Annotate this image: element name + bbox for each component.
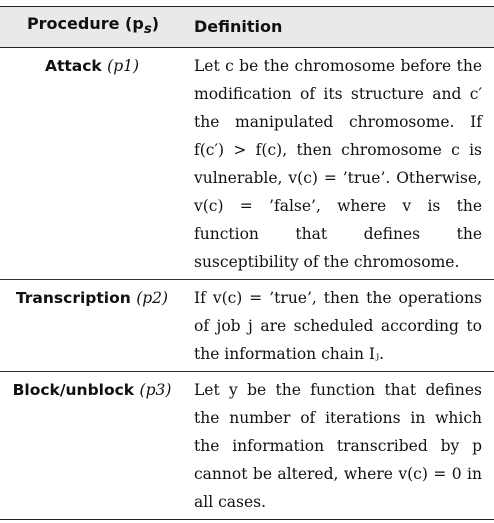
header-procedure-sub: s — [143, 22, 152, 38]
procedure-definition-table — [0, 6, 494, 520]
procedure-symbol: (p3) — [139, 381, 172, 400]
header-definition: Definition — [184, 7, 494, 48]
procedure-cell — [0, 48, 184, 280]
table-row — [0, 280, 494, 372]
definition-cell: Let c be the chromosome before the modification of its structure and c′ the manipulated chromosome. If f(c′) > f(c), then chromosome c is vulnerable, v(c) = ’true’. Otherwise, v(c) = ’false’, where v is the function that defines the susceptibility of the chromosome. — [184, 48, 494, 280]
definition-cell: If v(c) = ’true’, then the operations of job j are scheduled according to the information chain Iⱼ. — [184, 280, 494, 372]
header-procedure — [0, 7, 184, 48]
table-header-row — [0, 7, 494, 48]
header-procedure-label: Procedure (p — [26, 14, 144, 33]
procedure-cell — [0, 372, 184, 520]
procedure-name: Transcription — [15, 289, 131, 308]
header-procedure-close: ) — [151, 14, 160, 33]
table-row — [0, 372, 494, 520]
table-row — [0, 48, 494, 280]
procedure-symbol: (p2) — [136, 289, 169, 308]
procedure-symbol: (p1) — [107, 57, 140, 76]
definition-cell: Let y be the function that defines the number of iterations in which the information transcribed by p cannot be altered, where v(c) = 0 in all cases. — [184, 372, 494, 520]
procedure-cell — [0, 280, 184, 372]
procedure-name: Block/unblock — [12, 381, 135, 400]
procedure-name: Attack — [44, 57, 102, 76]
